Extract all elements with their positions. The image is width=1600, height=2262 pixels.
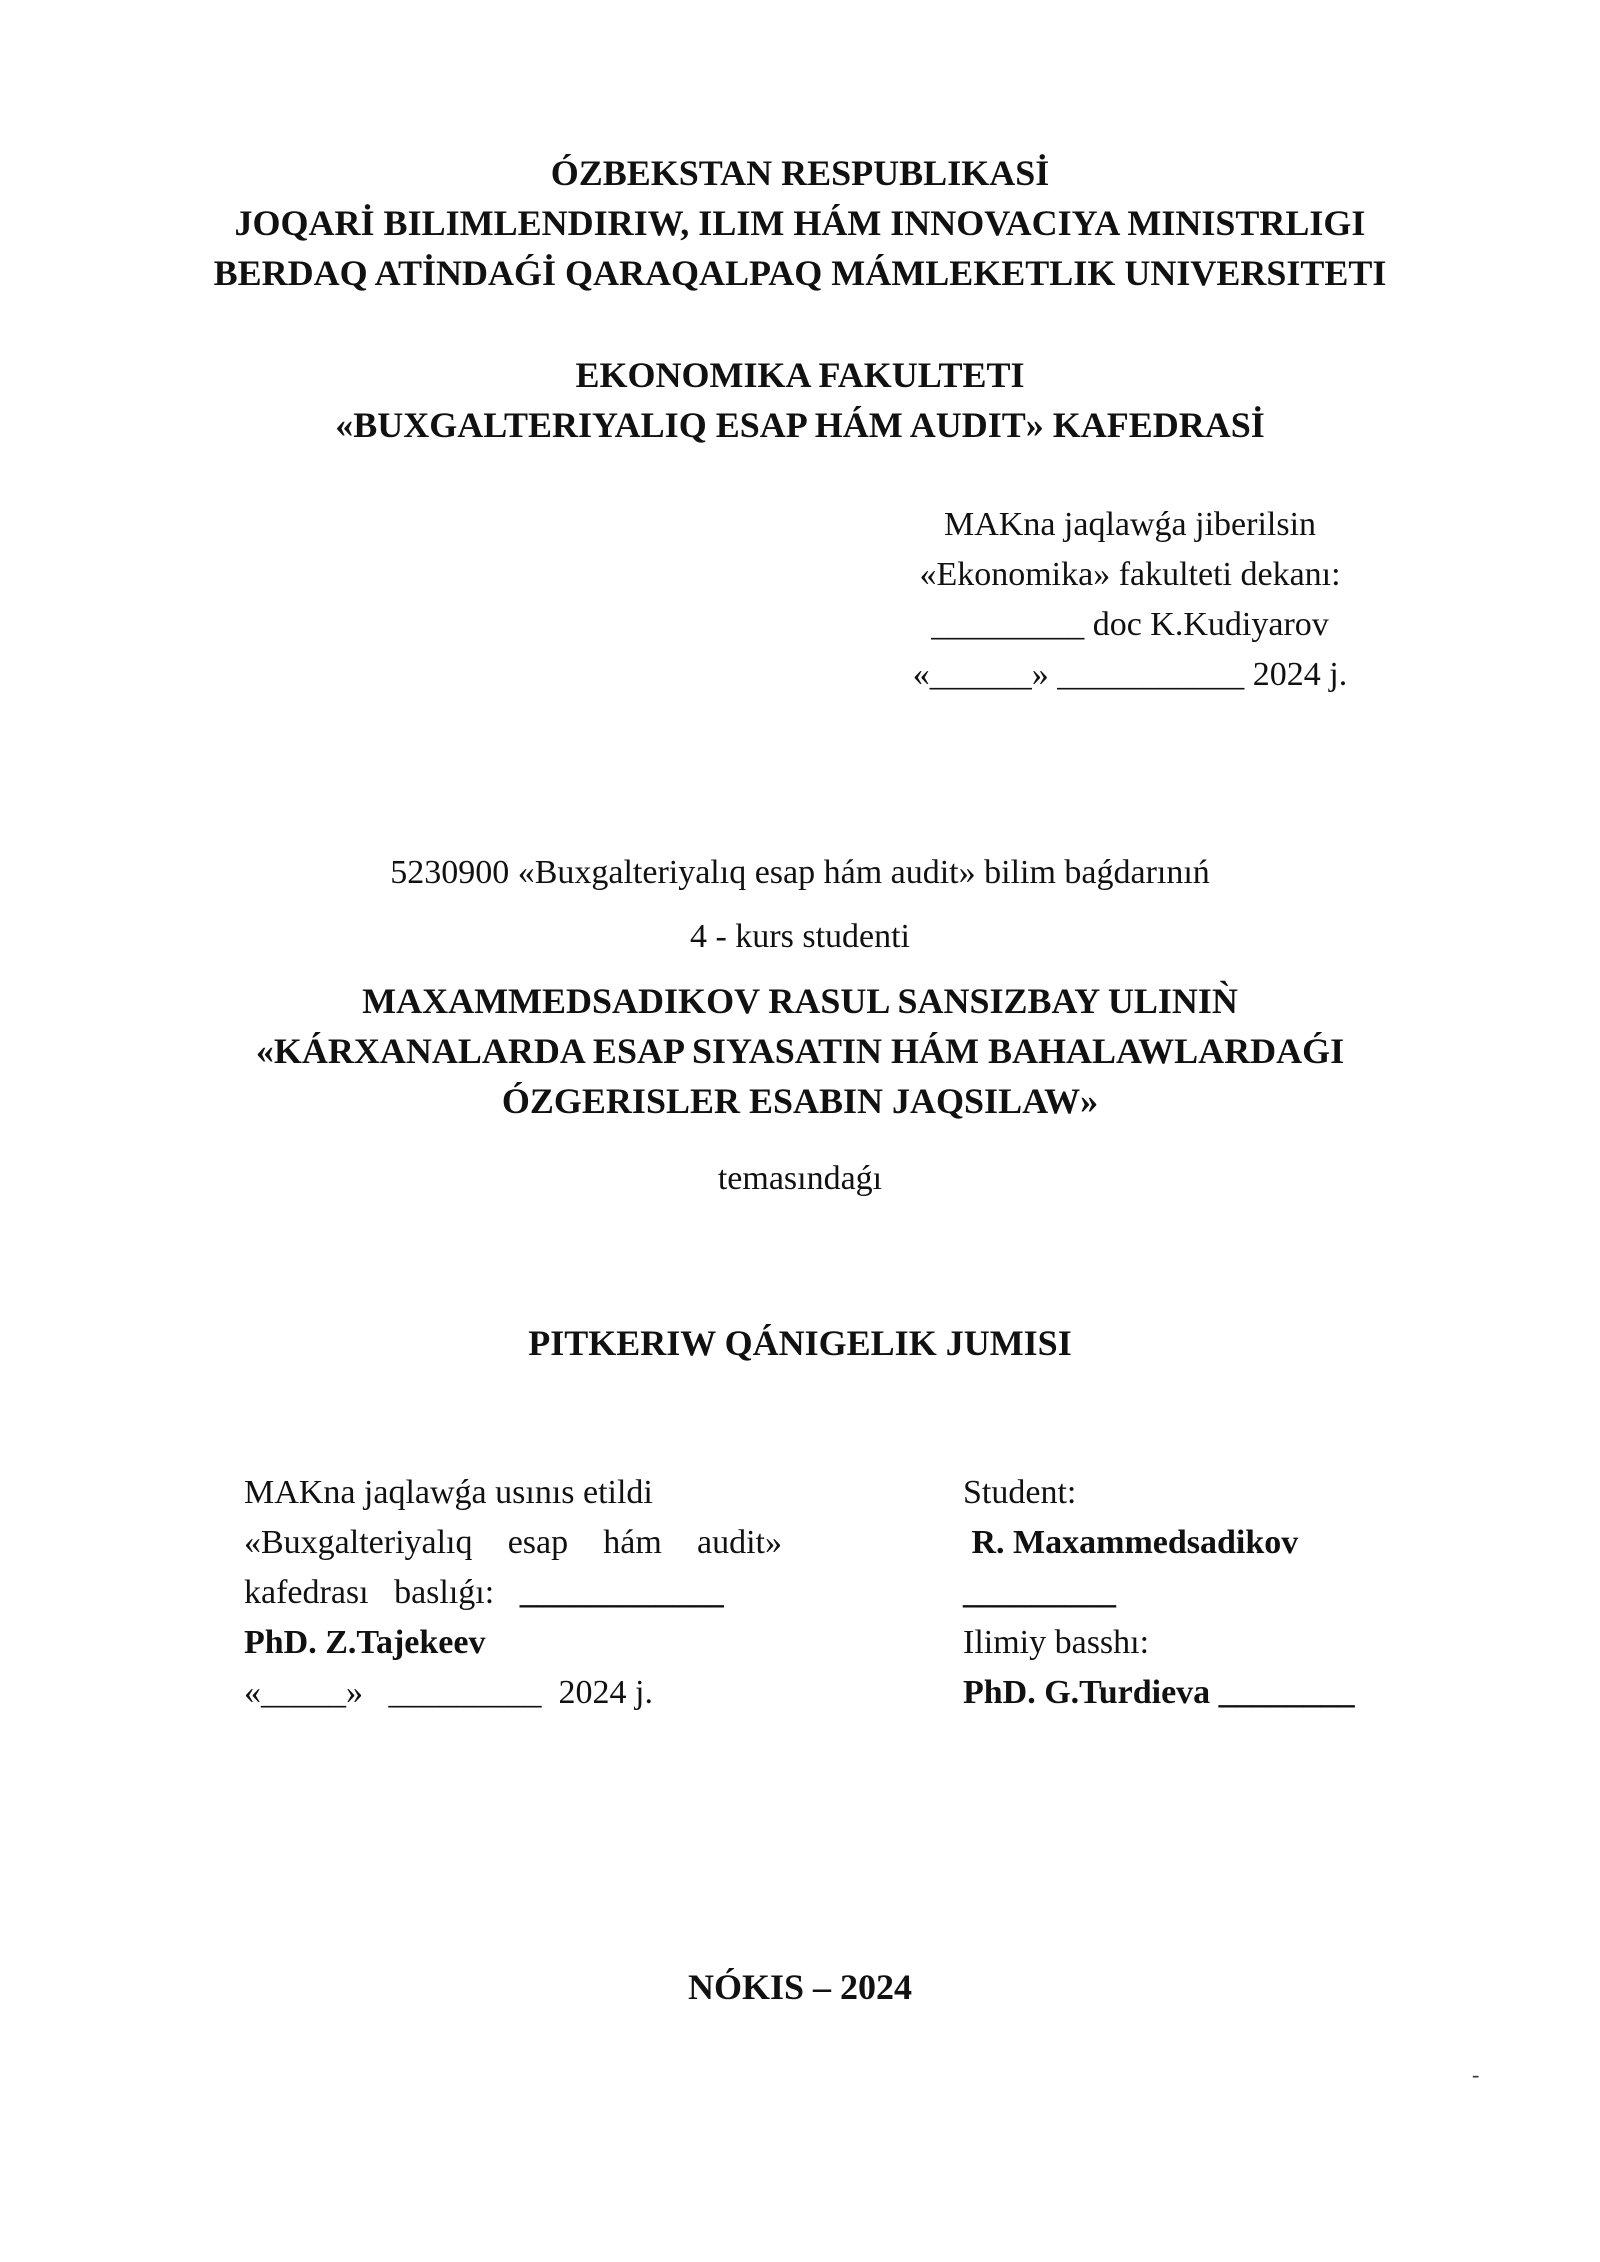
student-label: Student: — [963, 1474, 1077, 1511]
dean-approval-block — [870, 500, 1390, 700]
header-university: BERDAQ ATİNDAǴİ QARAQALPAQ MÁMLEKETLIK UNIVERSITETI — [213, 253, 1387, 293]
student-signature-line: _________ — [963, 1574, 1116, 1611]
supervisor-name-signature: PhD. G.Turdieva ________ — [963, 1674, 1355, 1711]
header-country: ÓZBEKSTAN RESPUBLIKASİ — [550, 153, 1050, 193]
city-year-footer: NÓKIS – 2024 — [687, 1967, 913, 2007]
faculty-name: EKONOMIKA FAKULTETI — [575, 355, 1025, 395]
department-recommendation-block — [244, 1468, 804, 1718]
course-line: 4 - kurs studenti — [689, 918, 911, 955]
work-type: PITKERIW QÁNIGELIK JUMISI — [528, 1323, 1072, 1363]
thesis-title-line-1: «KÁRXANALARDA ESAP SIYASATIN HÁM BAHALAWLARDAǴI — [255, 1031, 1345, 1071]
head-of-department-name: PhD. Z.Tajekeev — [244, 1624, 486, 1661]
approval-line-4: «______» ___________ 2024 j. — [912, 656, 1348, 693]
recommendation-line-2 — [244, 1518, 782, 1568]
approval-line-2: «Ekonomika» fakulteti dekanı: — [919, 556, 1341, 593]
thesis-subtitle: temasındaǵı — [717, 1160, 883, 1197]
thesis-title-line-2: ÓZGERISLER ESABIN JAQSILAW» — [501, 1081, 1099, 1121]
recommendation-date-line: «_____» _________ 2024 j. — [244, 1674, 653, 1711]
institution-header — [0, 148, 1600, 298]
page-mark: - — [1472, 2062, 1480, 2087]
supervisor-label: Ilimiy basshı: — [963, 1624, 1150, 1661]
thesis-title-block — [0, 976, 1600, 1126]
student-supervisor-block — [963, 1468, 1523, 1718]
approval-line-3: _________ doc K.Kudiyarov — [931, 606, 1329, 643]
recommendation-line-3 — [244, 1568, 804, 1618]
recommendation-word-2: esap — [507, 1524, 569, 1561]
head-signature-blank: ____________ — [519, 1574, 724, 1611]
program-line: 5230900 «Buxgalteriyalıq esap hám audit» bilim baǵdarınıń — [390, 854, 1210, 891]
approval-line-1: MAKna jaqlawǵa jiberilsin — [943, 506, 1317, 543]
thesis-author: MAXAMMEDSADIKOV RASUL SANSIZBAY ULINIǸ — [362, 981, 1238, 1021]
department-name: «BUXGALTERIYALIQ ESAP HÁM AUDIT» KAFEDRASİ — [335, 405, 1265, 445]
recommendation-line-1: MAKna jaqlawǵa usınıs etildi — [244, 1474, 653, 1511]
faculty-header — [0, 350, 1600, 450]
head-signature-line — [494, 1574, 520, 1611]
header-ministry: JOQARİ BILIMLENDIRIW, ILIM HÁM INNOVACIYA MINISTRLIGI — [234, 203, 1366, 243]
recommendation-word-3: hám — [603, 1524, 662, 1561]
head-of-department-label: kafedrası baslıǵı: — [244, 1574, 495, 1611]
recommendation-word-4: audit» — [697, 1524, 782, 1561]
student-name: R. Maxammedsadikov — [963, 1524, 1299, 1561]
recommendation-word-1: «Buxgalteriyalıq — [244, 1524, 473, 1561]
